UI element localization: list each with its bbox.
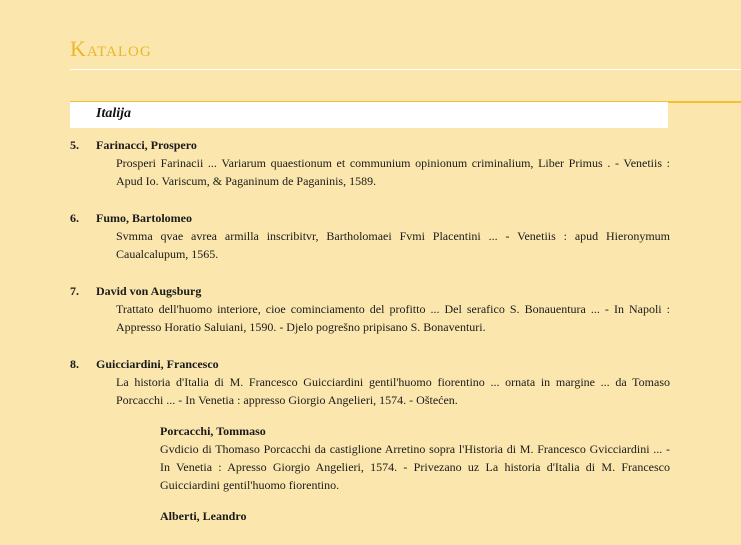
entry-description: Trattato dell'huomo interiore, cioe cominciamento del profitto ... Del serafico S. Bonauentura ... - In Napoli : Appresso Horatio Saluiani, 1590. - Djelo pogrešno pripisano S. Bonaventuri. xyxy=(116,302,670,334)
entry-description: La historia d'Italia di M. Francesco Guicciardini gentil'huomo fiorentino ... ornata in margine ... da Tomaso Porcacchi ... - In Venetia : appresso Giorgio Angelieri, 1574. - Oštećen. xyxy=(116,375,670,407)
section-band xyxy=(70,102,668,128)
catalog-entry xyxy=(70,356,670,525)
page-title: Katalog xyxy=(70,36,152,61)
catalog-entry xyxy=(70,210,670,263)
sub-entry-author: Porcacchi, Tommaso xyxy=(160,424,266,438)
sub-entry xyxy=(160,508,670,525)
entry-author: David von Augsburg xyxy=(96,284,202,298)
section-title: Italija xyxy=(96,106,132,121)
catalog-entry xyxy=(70,137,670,190)
entry-number: 7. xyxy=(70,284,79,298)
sub-entry-author: Alberti, Leandro xyxy=(160,509,247,523)
entry-heading xyxy=(70,356,670,373)
entry-author: Guicciardini, Francesco xyxy=(96,357,219,371)
sub-entry-description: Gvdicio di Thomaso Porcacchi da castiglione Arretino sopra l'Historia di M. Francesco Gvicciardini ... - In Venetia : Apresso Giorgio Angelieri, 1574. - Privezano uz La historia d'Italia di M. Francesco Guicciardini gentil'huomo fiorentino. xyxy=(160,442,670,492)
sub-entry xyxy=(160,423,670,494)
entry-heading xyxy=(70,210,670,227)
header-divider xyxy=(70,69,741,70)
entry-heading xyxy=(70,283,670,300)
catalog-entry xyxy=(70,283,670,336)
entry-description: Prosperi Farinacii ... Variarum quaestionum et communium opinionum criminalium, Liber Primus . - Venetiis : Apud Io. Variscum, & Paganinum de Paganinis, 1589. xyxy=(116,156,670,188)
entry-number: 5. xyxy=(70,138,79,152)
entry-number: 8. xyxy=(70,357,79,371)
entry-heading xyxy=(70,137,670,154)
entry-description: Svmma qvae avrea armilla inscribitvr, Bartholomaei Fvmi Placentini ... - Venetiis : apud Hieronymum Caualcalupum, 1565. xyxy=(116,229,670,261)
entry-number: 6. xyxy=(70,211,79,225)
catalog-entries xyxy=(70,137,670,545)
entry-author: Farinacci, Prospero xyxy=(96,138,197,152)
entry-author: Fumo, Bartolomeo xyxy=(96,211,192,225)
